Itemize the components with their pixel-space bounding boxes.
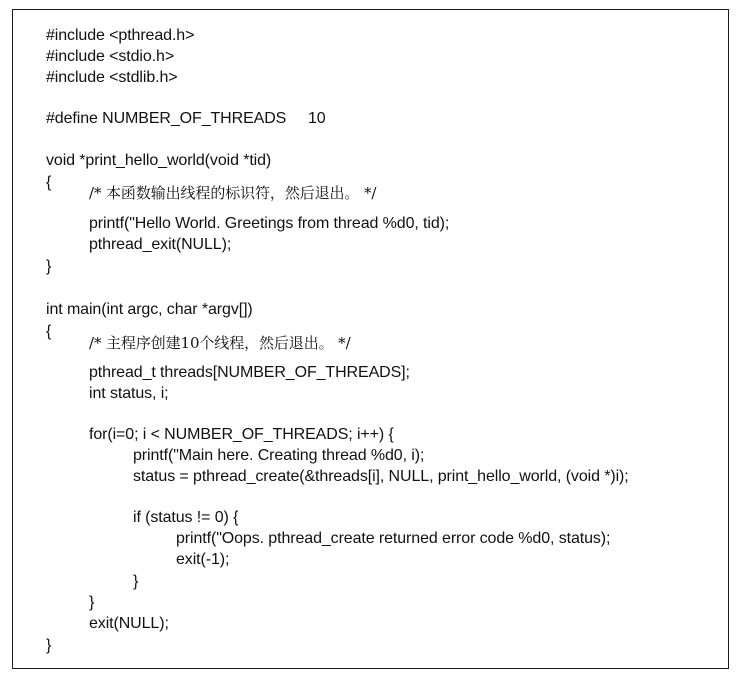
code-line-main-signature: int main(int argc, char *argv[]) xyxy=(46,301,253,318)
code-line-close-brace-for: } xyxy=(89,594,95,611)
code-line-printf-main: printf("Main here. Creating thread %d0, i); xyxy=(133,447,425,464)
code-line-threads-decl: pthread_t threads[NUMBER_OF_THREADS]; xyxy=(89,364,410,381)
code-line-exit-error: exit(-1); xyxy=(176,551,230,568)
code-line-1: #include <pthread.h> xyxy=(46,27,195,44)
code-line-close-brace-main: } xyxy=(46,637,52,654)
code-line-pthread-create: status = pthread_create(&threads[i], NULL, print_hello_world, (void *)i); xyxy=(133,468,629,485)
code-line-close-brace-1: } xyxy=(46,258,52,275)
code-line-2: #include <stdio.h> xyxy=(46,48,175,65)
code-line-pthread-exit: pthread_exit(NULL); xyxy=(89,236,232,253)
code-line-for-loop: for(i=0; i < NUMBER_OF_THREADS; i++) { xyxy=(89,426,394,443)
code-line-printf-oops: printf("Oops. pthread_create returned error code %d0, status); xyxy=(176,530,611,547)
code-line-open-brace-2: { xyxy=(46,323,52,340)
code-line-status-decl: int status, i; xyxy=(89,385,169,402)
code-line-exit-null: exit(NULL); xyxy=(89,615,169,632)
code-line-printf-hello: printf("Hello World. Greetings from thread %d0, tid); xyxy=(89,215,450,232)
code-line-func-signature: void *print_hello_world(void *tid) xyxy=(46,152,272,169)
code-line-open-brace-1: { xyxy=(46,174,52,191)
code-line-close-brace-if: } xyxy=(133,573,139,590)
code-line-if-status: if (status != 0) { xyxy=(133,509,239,526)
code-comment-main: /* 主程序创建10个线程，然后退出。 */ xyxy=(89,334,351,352)
code-listing-frame xyxy=(12,9,729,669)
code-line-define: #define NUMBER_OF_THREADS 10 xyxy=(46,110,326,127)
code-comment-func: /* 本函数输出线程的标识符，然后退出。 */ xyxy=(89,184,377,202)
code-line-3: #include <stdlib.h> xyxy=(46,69,178,86)
